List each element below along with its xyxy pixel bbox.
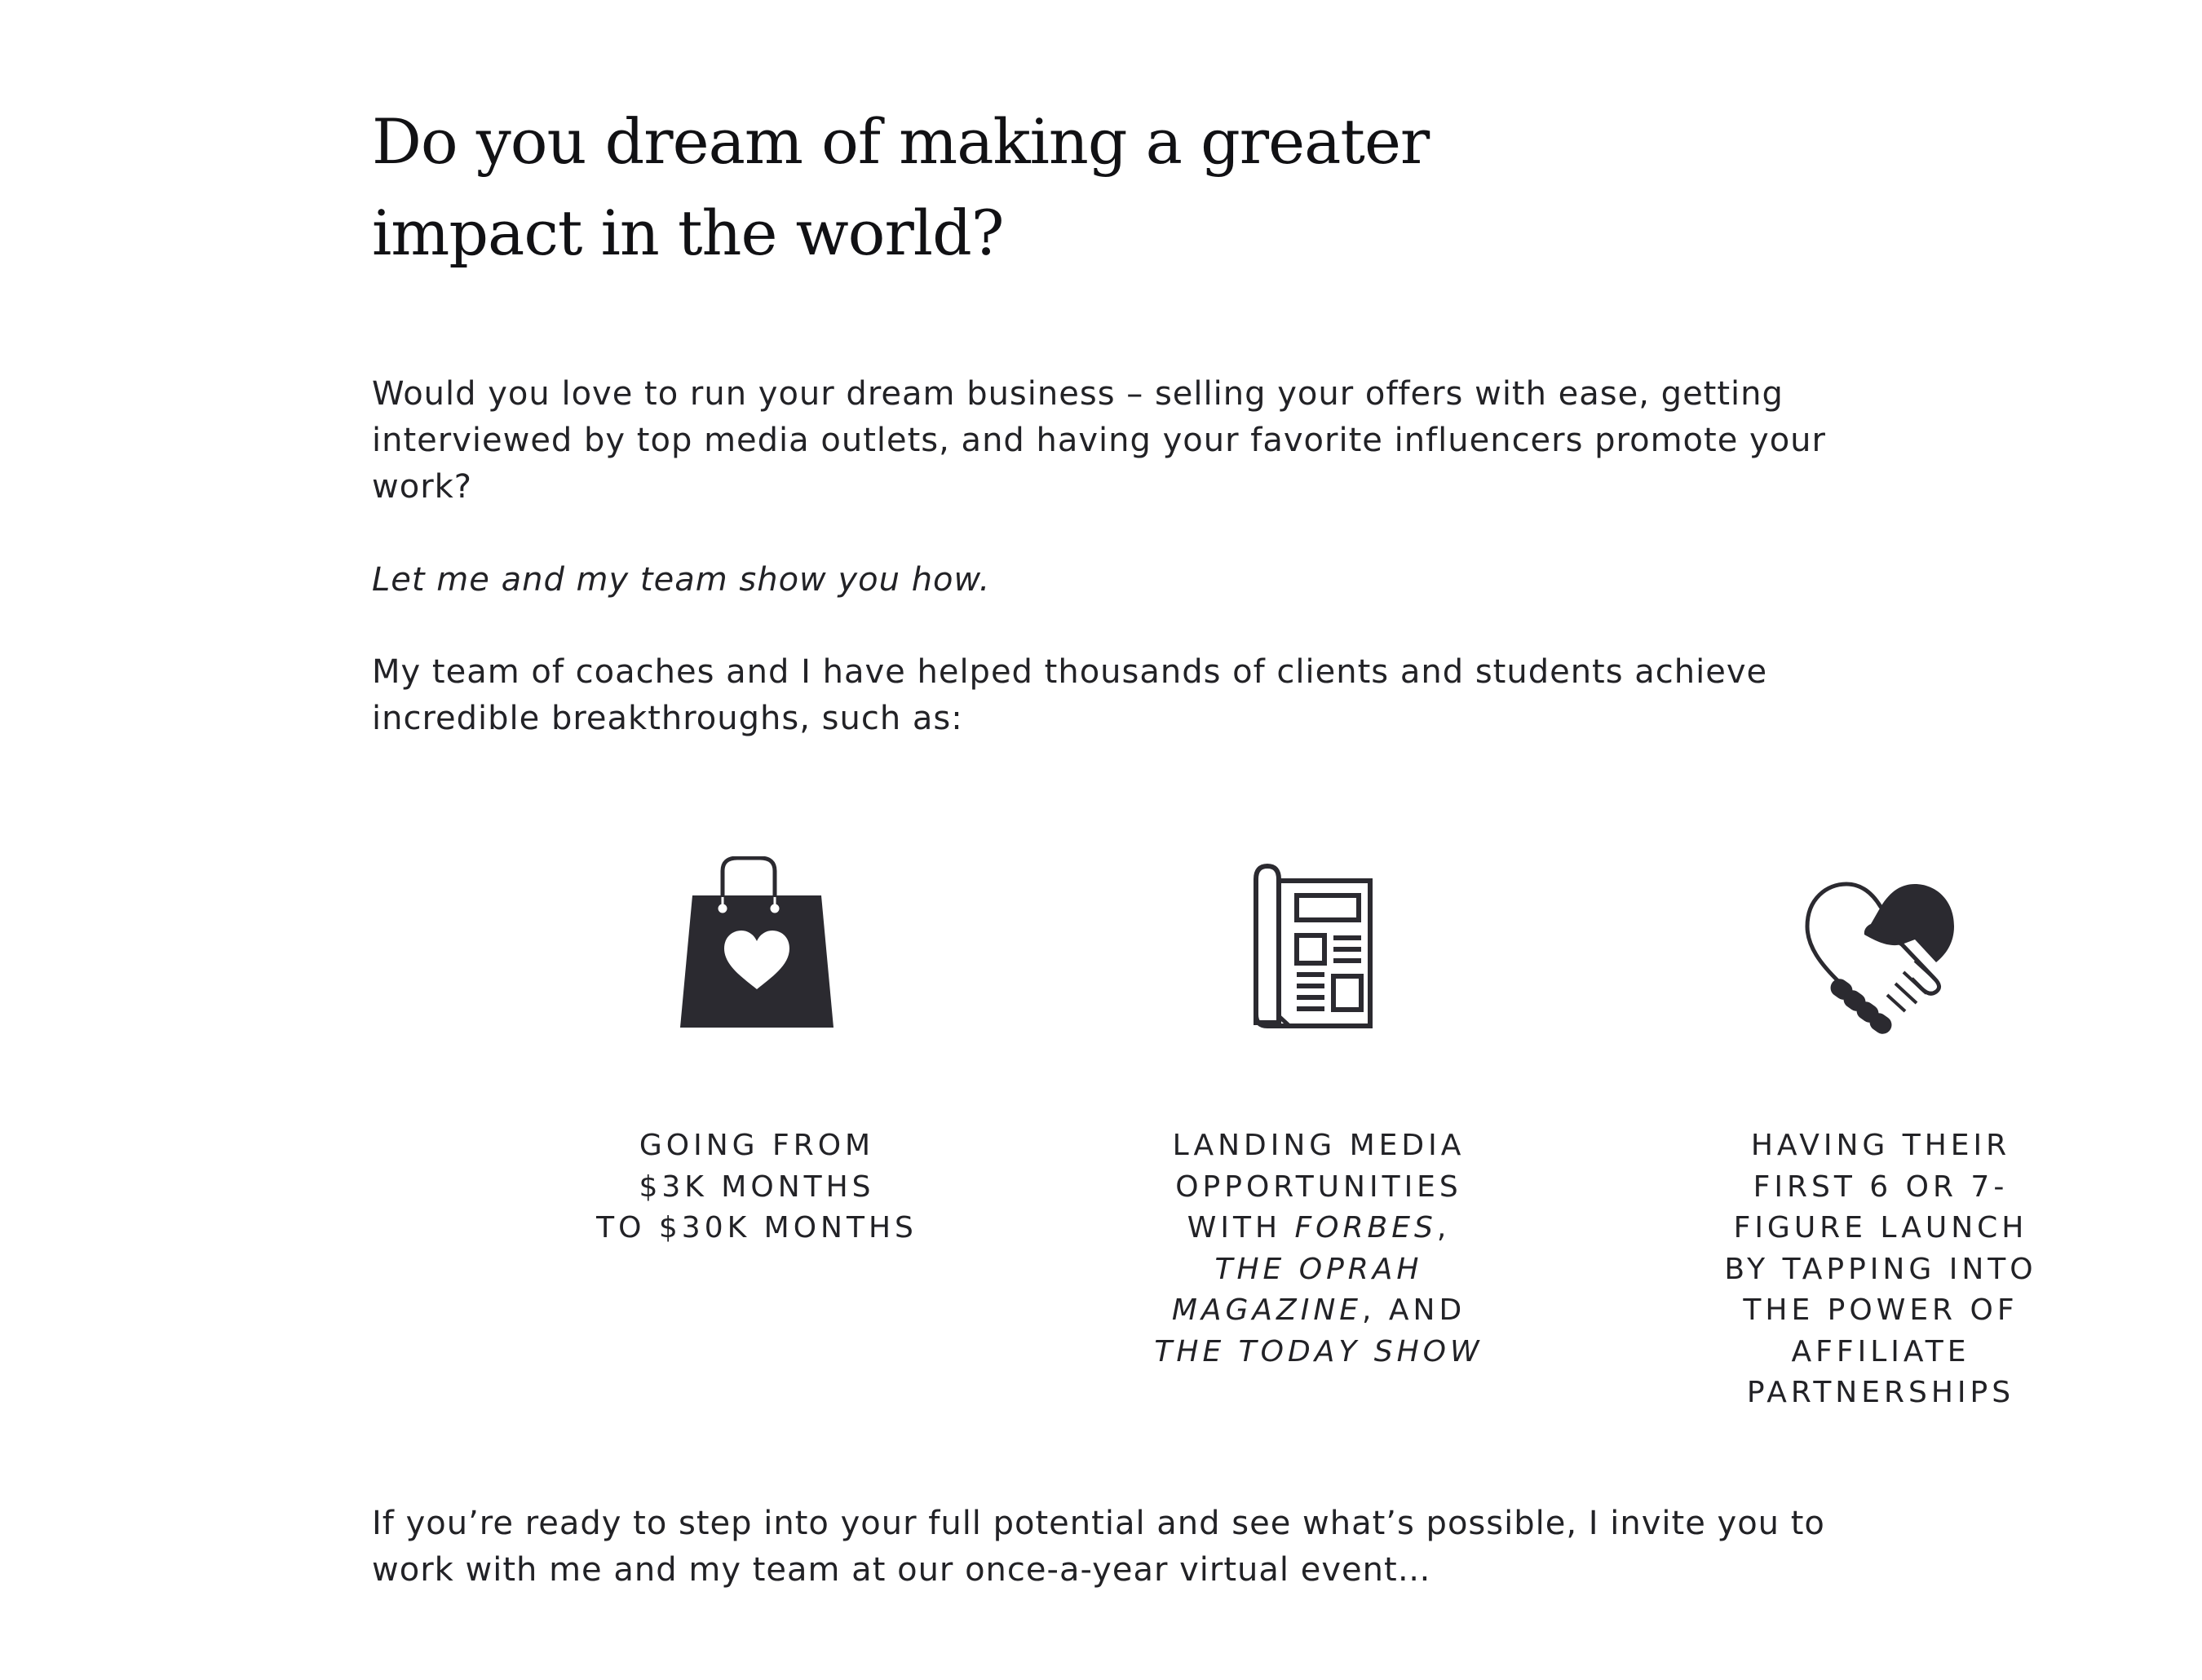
page-headline: [372, 96, 1514, 279]
feature-media-today-show: THE TODAY SHOW: [1154, 1334, 1483, 1368]
intro-paragraph: Would you love to run your dream business – selling your offers with ease, getting interviewed by top media outlets, and having your favorite influencers promote your work?: [372, 375, 1826, 506]
shopping-bag-heart-icon: [659, 856, 855, 1044]
feature-launch-text: [1652, 1125, 2109, 1414]
italic-tagline: Let me and my team show you how.: [372, 561, 991, 599]
feature-launch-line-7: PARTNERSHIPS: [1746, 1376, 2015, 1409]
feature-media-forbes: FORBES: [1294, 1211, 1437, 1245]
feature-media-with: WITH: [1187, 1211, 1295, 1245]
feature-media: [1090, 856, 1547, 1373]
feature-media-and: , AND: [1362, 1293, 1466, 1327]
feature-media-oprah: THE OPRAH: [1214, 1252, 1423, 1286]
feature-media-line-2: OPPORTUNITIES: [1175, 1169, 1462, 1204]
cta-paragraph: If you’re ready to step into your full potential and see what’s possible, I invite you to work with me and my team at our once-a-year virtual event…: [372, 1505, 1825, 1589]
newspaper-icon: [1221, 856, 1417, 1044]
feature-launch-line-3: FIGURE LAUNCH: [1733, 1211, 2028, 1245]
feature-revenue-text: [528, 1125, 985, 1249]
feature-launch-line-2: FIRST 6 OR 7-: [1753, 1169, 2009, 1204]
feature-media-magazine: MAGAZINE: [1171, 1293, 1362, 1327]
feature-media-line-1: LANDING MEDIA: [1172, 1129, 1466, 1162]
feature-revenue: [528, 856, 985, 1249]
feature-media-line-4: [1090, 1249, 1547, 1291]
feature-media-comma: ,: [1436, 1211, 1451, 1245]
feature-media-line-5: [1090, 1290, 1547, 1332]
feature-revenue-line-1: GOING FROM: [639, 1129, 875, 1162]
headline-line-2: impact in the world?: [372, 197, 1004, 269]
feature-launch-line-5: THE POWER OF: [1743, 1293, 2018, 1327]
feature-revenue-line-3: TO $30K MONTHS: [596, 1211, 918, 1245]
feature-media-line-6: [1090, 1332, 1547, 1373]
feature-launch-line-6: AFFILIATE: [1791, 1334, 1970, 1368]
feature-launch-line-4: BY TAPPING INTO: [1724, 1252, 2037, 1286]
feature-revenue-line-2: $3K MONTHS: [639, 1169, 875, 1204]
feature-launch: [1652, 856, 2109, 1414]
handshake-heart-icon: [1783, 856, 1979, 1044]
feature-launch-line-1: HAVING THEIR: [1750, 1129, 2011, 1162]
feature-media-line-3: [1090, 1208, 1547, 1249]
feature-media-text: [1090, 1125, 1547, 1373]
team-paragraph: My team of coaches and I have helped thousands of clients and students achieve incredible breakthroughs, such as:: [372, 653, 1768, 737]
headline-line-1: Do you dream of making a greater: [372, 105, 1430, 178]
